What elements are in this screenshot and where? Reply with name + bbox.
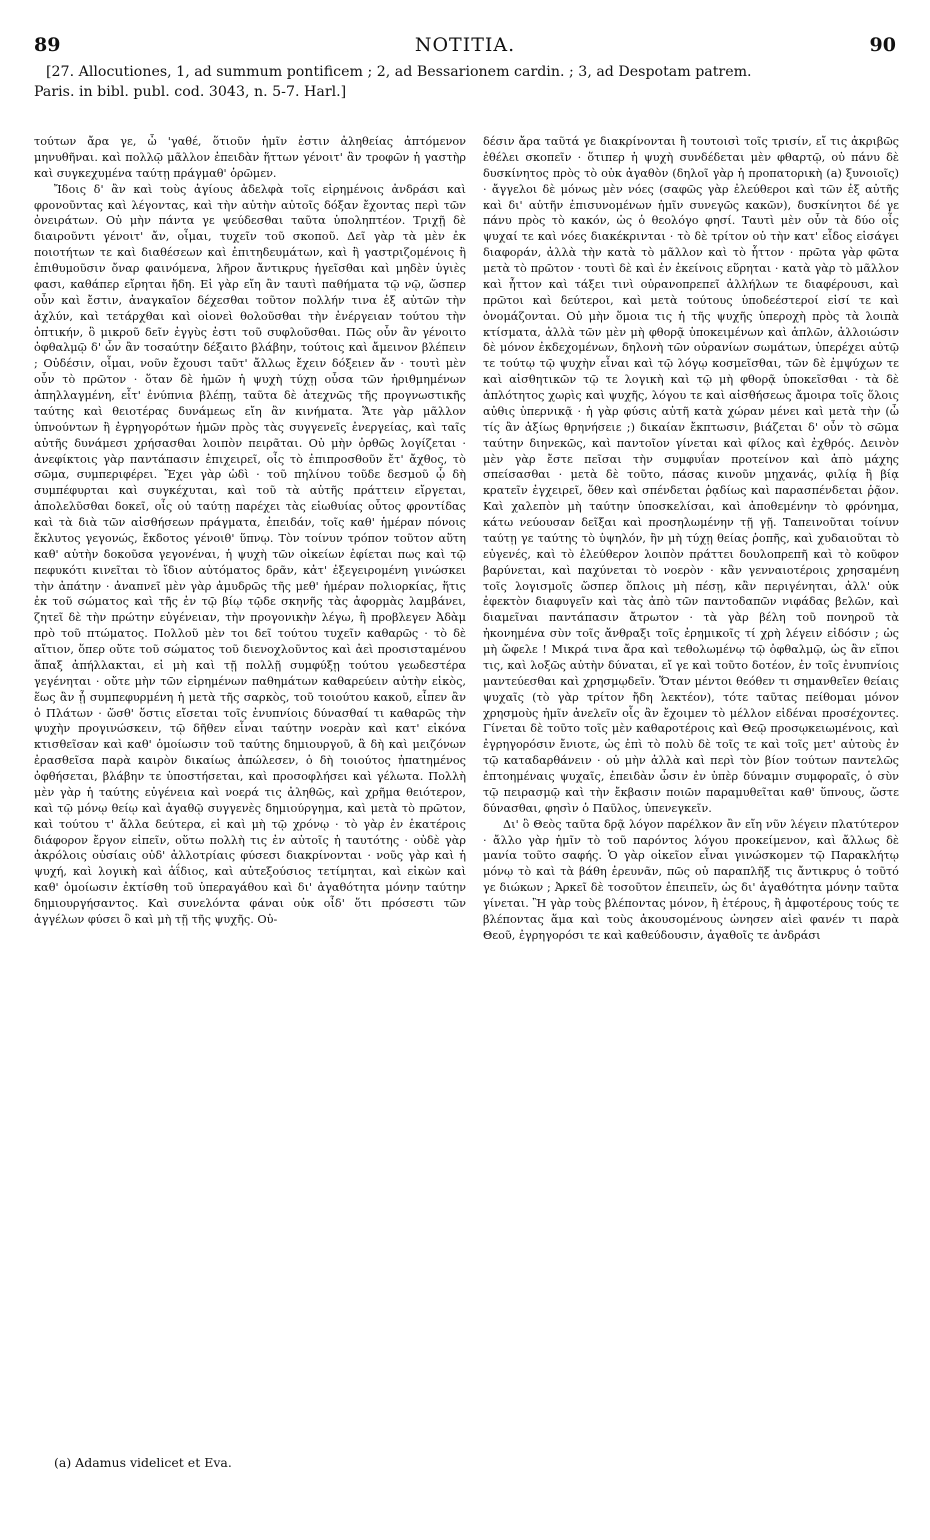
page-number-right: 90 bbox=[869, 34, 896, 56]
left-paragraph-2: Ἴδοις δ' ἂν καὶ τοὺς ἁγίους ἀδελφὰ τοῖς εἰρημένοις ἀνδράσι καὶ φρονοῦντας καὶ λέγοντας, καὶ τὴν αὐτὴν αὐτοῖς δόξαν ἔχοντας περὶ τῶν ὀνειράτων. Οὐ μὴν πάντα γε ψεύδεσθαι ταῦτα ὑποληπτέον. Τριχῇ δὲ διαιροῦντι γένοιτ' ἄν, οἶμαι, τυχεῖν τοῦ σκοποῦ. Δεῖ γὰρ τὰ μὲν ἐκ ποιοτήτων τε καὶ διαθέσεων καὶ ἐπιτηδευμάτων, καὶ ἢ γαστριζομένοις ἢ ἐπιθυμοῦσιν ὄναρ φαινόμενα, λῆρον ἄντικρυς ἡγεῖσθαι καὶ μηδὲν ὑγιὲς φασι, καθάπερ εἴρηται ἤδη. Εἰ γὰρ εἴη ἂν ταυτὶ παθήματα τῷ νῷ, ὥσπερ οὖν καὶ ἔστιν, ἀναγκαῖον δέχεσθαι τοῦτον πολλήν τινα ἐξ αὐτῶν τὴν ἀχλύν, καὶ τετάρχθαι καὶ οἱονεὶ θολοῦσθαι τὴν ἐνέργειαν τούτου τὴν ὀπτικήν, ὃ μικροῦ δεῖν ἐγγὺς ἐστι τοῦ συφλοῦσθαι. Πῶς οὖν ἂν γένοιτο ὀφθαλμῷ δ' ὧν ἂν τοσαύτην δέξαιτο βλάβην, τούτοις καὶ ἄμεινον βλέπειν ; Οὐδέσιν, οἶμαι, νοῦν ἔχουσι ταῦτ' ἄλλως ἔχειν δόξειεν ἄν · τουτὶ μὲν οὖν τὸ πρῶτον · ὅταν δὲ ἡμῶν ἡ ψυχὴ τύχῃ οὖσα τῶν ἠριθμημένων ἀπηλλαγμένη, εἶτ' ἐνύπνια βλέπῃ, ταῦτα δὲ ἀτεχνῶς τῆς προγνωστικῆς ταύτης καὶ θειοτέρας δυνάμεως εἴη ἂν κινήματα. Ἅτε γὰρ μᾶλλον ὑπνούντων ἢ ἐγρηγορότων ἡμῶν πρὸς τὰς συγγενεῖς ἐνεργείας, καὶ ταῖς αὐτῆς δυνάμεσι χρήσασθαι λοιπὸν πειρᾶται. Οὐ μὴν ὀρθῶς λογίζεται · ἀνεφίκτοις γὰρ παντάπασιν ἐπιχειρεῖ, οἷς τὸ ἐπιπροσθοῦν ἔτ' ἄχθος, τὸ σῶμα, συμπεριφέρει. Ἔχει γὰρ ὡδὶ · τοῦ πηλίνου τοῦδε δεσμοῦ ᾧ δὴ συμπέφυρται καὶ συγκέχυται, καὶ τοῦ τὰ αὐτῆς πράττειν εἴργεται, ἀπολελῦσθαι δοκεῖ, οἷς οὐ ταύτῃ παρέχει τὰς εἰωθυίας οὗτος φροντίδας καὶ τὰ διὰ τῶν αἰσθήσεων πράγματα, ἐπειδάν, τοῖς καθ' ἡμέραν πόνοις ἔκλυτος γεγονώς, ἔκδοτος γένοιθ' ὕπνῳ. Τὸν τοίνυν τρόπον τοῦτον αὕτη καθ' αὑτὴν δοκοῦσα γεγονέναι, ἡ ψυχὴ τῶν οἰκείων ἐφίεται πως καὶ τῷ πεφυκότι κινεῖται τὸ ἴδιον αὐτόματος δρᾶν, κἀτ' ἐξεγειρομένη γινώσκει τὴν ἀπάτην · ἀναπνεῖ μὲν γὰρ ἀμυδρῶς τῆς μεθ' ἡμέραν πολιορκίας, ἥτις ἐκ τοῦ σώματος καὶ τῆς ἐν τῷ βίῳ τῷδε σκηνῆς τὰς ἀφορμὰς λαμβάνει, ζητεῖ δὲ τὴν πρώτην εὐγένειαν, τὴν προγονικὴν λέγω, ἣ προβλεγεν Ἀδὰμ πρὸ τοῦ πτώματος. Πολλοῦ μὲν τοι δεῖ τούτου τυχεῖν καθαρῶς · τὸ δὲ αἴτιον, ὅπερ οὔτε τοῦ σώματος τοῦ διενοχλοῦντος καὶ ἀεὶ προσισταμένου ἅπαξ ἀπήλλακται, εἰ μὴ καὶ τῇ πολλῇ συμφύξῃ τούτου γεωδεστέρα γεγένηται · οὔτε μὴν τῶν εἰρημένων παθημάτων καθαρεύειν αὐτὴν εἰκὸς, ἕως ἂν ᾖ συμπεφυρμένη ἡ μετὰ τῆς σαρκὸς, τοῦ τοιούτου κακοῦ, εἶπεν ἂν ὁ Πλάτων · ὥσθ' ὅστις εἴσεται τοῖς ἐνυπνίοις δύνασθαί τι καθαρῶς τὴν ψυχὴν προγινώσκειν, τῷ δῆθεν εἶναι ταύτην νοερὰν καὶ κατ' εἰκόνα κτισθεῖσαν καὶ καθ' ὁμοίωσιν τοῦ ταύτης δημιουργοῦ, ἃ δὴ καὶ μειζόνων ἐρασθεῖσα παρὰ καιρὸν δικαίως ἀπώλεσεν, ὁ δὴ τοιούτος ἠπατημένος ὀφθήσεται, βλάβην τε ὑποστήσεται, καὶ προσοφλήσει καὶ γέλωτα. Πολλὴ μὲν γὰρ ἡ ταύτης εὐγένεια καὶ νοερά τις ἀληθῶς, καὶ χρῆμα θειότερον, καὶ τῷ μόνῳ θείῳ καὶ ἀγαθῷ συγγενὲς δημιούργημα, καὶ μετὰ τὸ πρῶτον, καὶ τούτου τ' ἄλλα δεύτερα, εἰ καὶ μὴ τῷ χρόνῳ · τὸ γὰρ ἐν ἑκατέροις διάφορον ἔργον εἰπεῖν, οὕτω πολλὴ τις ἐν αὐτοῖς ἡ ταυτότης · οὐδὲ γὰρ ἀκρόλοις οὐσίαις οὐδ' ἀλλοτρίαις φύσεσι διακρίνονται · νοῦς γὰρ καὶ ἡ ψυχή, καὶ λογικὴ καὶ ἀΐδιος, καὶ αὐτεξούσιος τετίμηται, καὶ εἰκὼν καὶ καθ' ὁμοίωσιν ἐκτίσθη τοῦ ὑπεραγάθου καὶ δι' ἀγαθότητα μόνην ταύτην δημιουργήσαντος. Καὶ συνελόντα φάναι οὐκ οἶδ' ὅτι πρόσεστι τῶν ἀγγέλων φύσει ὃ καὶ μὴ τῇ τῆς ψυχῆς. Οὐ- bbox=[34, 182, 466, 926]
section-heading-note bbox=[34, 62, 896, 102]
heading-note-line-2: Paris. in bibl. publ. cod. 3043, n. 5-7. Harl.] bbox=[34, 84, 347, 100]
left-text-column bbox=[34, 134, 466, 928]
right-text-column bbox=[483, 134, 899, 944]
footnote: (a) Adamus videlicet et Eva. bbox=[54, 1455, 232, 1470]
running-header bbox=[34, 34, 896, 64]
running-title: NOTITIA. bbox=[414, 34, 516, 56]
heading-note-line-1: [27. Allocutiones, 1, ad summum pontificem ; 2, ad Bessarionem cardin. ; 3, ad Despotam patrem. bbox=[46, 64, 752, 80]
right-paragraph-1: δέσιν ἄρα ταῦτά γε διακρίνονται ἢ τουτοισὶ τοῖς τρισίν, εἴ τις ἀκριβῶς ἐθέλει σκοπεῖν · ὅτιπερ ἡ ψυχὴ συνδέδεται μὲν φθαρτῷ, οὐ πάνυ δὲ δυσκίνητος πρὸς τὸ οὐκ ἀγαθὸν (δηλοῖ γὰρ ἡ προπατορικὴ (a) ξυνοιοῖς) · ἄγγελοι δὲ μόνως μὲν νόες (σαφῶς γὰρ ἐλεύθεροι καὶ τῶν ἐξ αὐτῆς καὶ δι' αὐτῆν ἐπισυνομένων ἡμῖν συνεγῶς κακῶν), δυσκίνητοι δέ γε πάνυ πρὸς τὸ κακόν, ὡς ὁ θεολόγο φησί. Ταυτὶ μὲν οὖν τὰ δύο οἷς ψυχαί τε καὶ νόες διακέκρινται · τὸ δὲ τρίτον οὐ τὴν κατ' εἶδος εἰσάγει διαφοράν, ἀλλὰ τὴν κατὰ τὸ μᾶλλον καὶ τὸ ἧττον · πρῶτα γὰρ φῶτα μετὰ τὸ πρῶτον · τουτὶ δὲ καὶ ἐν ἐκείνοις εὕρηται · κατὰ γὰρ τὸ μᾶλλον καὶ ἧττον καὶ τάξει τινὶ οὐρανοπρεπεῖ ἀλλήλων τε διαφέρουσι, καὶ πρῶτοι καὶ δεύτεροι, καὶ μετὰ τούτους ὑποδεέστεροί εἰσί τε καὶ ὀνομάζονται. Οὐ μὴν ὅμοια τις ἡ τῆς ψυχῆς ὑπεροχὴ πρὸς τὰ λοιπὰ κτίσματα, ἀλλὰ τῶν μὲν μὴ φθορᾷ ὑποκειμένων καὶ ἁπλῶν, ἀλλοιώσιν δὲ μόνον ἐκδεχομένων, δηλονὴ τῶν οὐρανίων σωμάτων, ὑπερέχει αὐτῷ τε τούτῳ τῷ ψυχὴν εἶναι καὶ τῷ λόγῳ κοσμεῖσθαι, τῶν δὲ ἐμψύχων τε καὶ αἰσθητικῶν τῷ τε λογικὴ καὶ τῷ μὴ φθορᾷ ὑποκεῖσθαι · τὰ δὲ ἁπλότητος χωρὶς καὶ ψυχῆς, λόγου τε καὶ αἰσθήσεως ἄμοιρα τοῖς ὅλοις αὐθις ὑπερνικᾷ · ἡ γὰρ φύσις αὐτῆ κατὰ χώραν μένει καὶ μετὰ τὴν (ὦ τίς ἂν ἀξίως θρηνήσειε ;) δικαίαν ἔκπτωσιν, βιάζεται δ' οὖν τὸ σῶμα ταύτην διηνεκῶς, καὶ παντοῖον γίνεται καὶ φίλος καὶ ἐχθρός. Δεινὸν μὲν γὰρ ἔστε πεῖσαι τὴν συμφυΐαν προτείνον καὶ ἀπὸ μάχης σπείσασθαι · μετὰ δὲ τοῦτο, πάσας κινοῦν μηχανάς, φιλίᾳ ἢ βίᾳ κρατεῖν ἐγχειρεῖ, ὅθεν καὶ σπένδεται ῥᾳδίως καὶ παρασπένδεται ῥᾷον. Καὶ χαλεπὸν μὴ ταύτην ὑποσκελίσαι, καὶ ἀποθεμένην τὸ φρόνημα, κάτω νεύουσαν δεῖξαι καὶ προσηλωμένην τῇ γῇ. Ταπεινοῦται τοίνυν ταύτῃ γε ταύτης τὸ ὑψηλόν, ἢν μὴ τύχῃ θείας ῥοπῆς, καὶ χυδαιοῦται τὸ εὐγενές, καὶ τὸ ἐλεύθερον λοιπὸν πράττει δουλοπρεπῆ καὶ τὸ κοῦφον βαρύνεται, καὶ παχύνεται τὸ νοερὸν · κἂν γενναιοτέροις χρησαμένη τοῖς λογισμοῖς ὥσπερ ὅπλοις μὴ πέσῃ, κἂν περιγένηται, ἀλλ' οὐκ ἐφεκτὸν διαφυγεῖν καὶ τὰς ἀπὸ τῶν παντοδαπῶν νιφάδας βελῶν, καὶ διαμεῖναι παντάπασιν ἄτρωτον · τὰ γὰρ βέλη τοῦ πονηροῦ τὰ ἠκονημένα σὺν τοῖς ἄνθραξι τοῖς ἐρημικοῖς τί χρὴ λέγειν εἰδόσιν ; ὡς μὴ ὤφελε ! Μικρά τινα ἄρα καὶ τεθολωμένῳ τῷ ὀφθαλμῷ, ὡς ἂν εἴποι τις, καὶ λοξῶς αὐτὴν δύναται, εἴ γε καὶ τοῦτο δοτέον, ἐν τοῖς ἐνυπνίοις μαντεύεσθαι καὶ χρησμῳδεῖν. Ὅταν μέντοι θεόθεν τι σημανθεῖεν θείαις ψυχαῖς (τὸ γὰρ τρίτον ἤδη λεκτέον), τότε ταῦτας πείθομαι μόνον χρησμοὺς ἡμῖν ἀνελεῖν οἷς ἂν ἔχοιμεν τὸ μέλλον εἰδέναι προσέχοντες. Γίνεται δὲ τοῦτο τοῖς μὲν καθαροτέροις καὶ Θεῷ προσῳκειωμένοις, καὶ ἐγρηγορόσιν ἔνιοτε, ὡς ἐπὶ τὸ πολὺ δὲ τοῖς τε καὶ τοῖς μετ' αὐτοὺς ἐν τῷ καταδαρθάνειν · οὐ μὴν ἀλλὰ καὶ περὶ τὸν βίον τούτων παντελῶς ἐπτοημέναις ψυχαῖς, ἐπειδὰν ὦσιν ἐν ὑπὲρ δύναμιν συμφοραῖς, ὁ σὺν τῷ πειρασμῷ καὶ τὴν ἔκβασιν ποιῶν παραμυθεῖται καθ' ὕπνους, ὥστε δύνασθαι, φησὶν ὁ Παῦλος, ὑπενεγκεῖν. bbox=[483, 135, 899, 815]
page-number-left: 89 bbox=[34, 34, 61, 56]
right-paragraph-2: Δι' ὃ Θεὸς ταῦτα δρᾷ λόγον παρέλκον ἂν εἴη νῦν λέγειν πλατύτερον · ἄλλο γὰρ ἡμῖν τὸ τοῦ παρόντος λόγου προκείμενον, καὶ ἄλλως δὲ μανία τοῦτο σαφής. Ὁ γὰρ οἰκεῖον εἶναι γινώσκομεν τῷ Παρακλήτῳ μόνῳ τὸ καὶ τὰ βάθη ἐρευνᾶν, πῶς οὐ παραπλῆξ τις ἄντικρυς ὁ τοῦτό γε διώκων ; Ἀρκεῖ δὲ τοσοῦτον ἐπειπεῖν, ὡς δι' ἀγαθότητα μόνην ταῦτα γίνεται. Ἢ γὰρ τοὺς βλέποντας μόνον, ἢ ἑτέρους, ἢ ἀμφοτέρους τούς τε βλέποντας ἅμα καὶ τοὺς ἀκουσομένους ὠνησεν αἰεὶ φανέν τι παρὰ Θεοῦ, ἐγρηγορόσι τε καὶ καθεύδουσιν, ἀγαθοῖς τε ἀνδράσι bbox=[483, 817, 899, 942]
left-paragraph-1: τούτων ἄρα γε, ὦ 'γαθέ, ὅτιοῦν ἡμῖν ἐστιν ἀληθείας ἀπτόμενον μηνυθῆναι. καὶ πολλῷ μᾶλλον ἐπειδὰν ἥττων γένοιτ' ἂν τροφῶν ἡ γαστὴρ καὶ συγκεχυμένα ταύτῃ πράγμαθ' ὁρῶμεν. bbox=[34, 135, 466, 180]
